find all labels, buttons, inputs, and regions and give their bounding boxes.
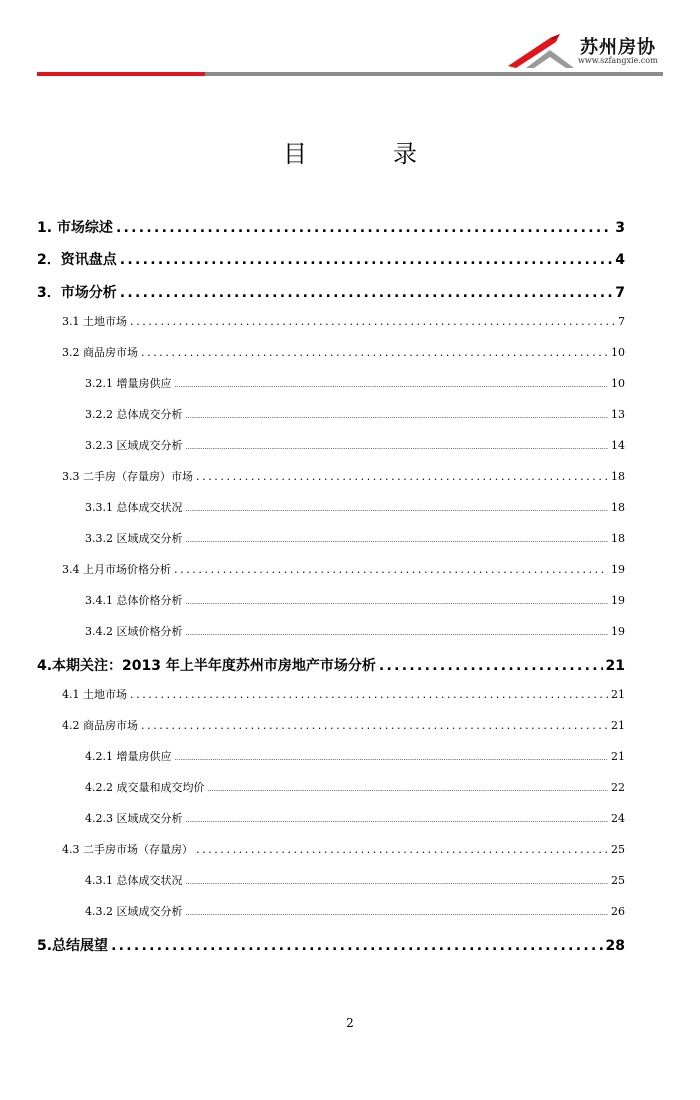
toc-entry-label: 4.3.1 总体成交状况	[85, 874, 183, 887]
toc-entry-label: 3．市场分析	[37, 285, 117, 301]
toc-entry-page: 21	[605, 658, 625, 674]
toc-entry-label: 4.2.2 成交量和成交均价	[85, 781, 205, 794]
toc-leader-dots	[186, 910, 609, 917]
toc-leader-dots	[186, 444, 609, 451]
toc-entry[interactable]	[37, 282, 625, 302]
toc-leader-dots	[120, 285, 613, 301]
toc-entry[interactable]	[62, 561, 625, 577]
toc-entry[interactable]	[37, 217, 625, 237]
toc-entry-label: 1. 市场综述	[37, 220, 113, 236]
toc-entry-page: 25	[611, 874, 625, 887]
toc-entry-page: 10	[611, 377, 625, 390]
toc-entry-page: 18	[611, 532, 625, 545]
toc-leader-dots	[186, 413, 609, 420]
toc-entry-label: 3.1 土地市场	[62, 315, 127, 328]
toc-entry-label: 5.总结展望	[37, 938, 109, 954]
toc-entry-page: 19	[611, 563, 625, 576]
toc-leader-dots	[379, 658, 603, 674]
toc-leader-dots	[186, 879, 609, 886]
toc-entry-label: 4.1 土地市场	[62, 688, 127, 701]
toc-entry-page: 22	[611, 781, 625, 794]
toc-leader-dots	[116, 220, 612, 236]
toc-entry-label: 3.3.1 总体成交状况	[85, 501, 183, 514]
toc-entry-label: 4.本期关注：2013 年上半年度苏州市房地产市场分析	[37, 658, 376, 674]
title-char-2: 录	[393, 140, 417, 168]
brand-logo	[504, 30, 674, 72]
toc-leader-dots	[174, 563, 608, 576]
brand-name: 苏州房协	[580, 37, 656, 58]
pen-logo-icon	[504, 30, 576, 72]
toc-entry[interactable]	[37, 655, 625, 675]
toc-entry[interactable]	[85, 872, 625, 888]
toc-entry[interactable]	[62, 686, 625, 702]
page-header	[0, 0, 700, 80]
brand-url: www.szfangxie.com	[578, 56, 658, 65]
toc-leader-dots	[141, 346, 608, 359]
toc-entry-page: 21	[611, 688, 625, 701]
toc-leader-dots	[186, 630, 609, 637]
toc-entry-label: 3.3 二手房（存量房）市场	[62, 470, 193, 483]
toc-leader-dots	[175, 755, 609, 762]
toc-leader-dots	[186, 817, 609, 824]
toc-entry-page: 7	[618, 315, 625, 328]
toc-entry-label: 3.2.2 总体成交分析	[85, 408, 183, 421]
toc-entry-page: 4	[615, 252, 625, 268]
toc-entry-label: 4.3 二手房市场（存量房）	[62, 843, 193, 856]
toc-entry[interactable]	[85, 623, 625, 639]
toc-entry-label: 3.2 商品房市场	[62, 346, 138, 359]
toc-entry[interactable]	[85, 499, 625, 515]
title-char-1: 目	[283, 140, 307, 168]
toc-entry-label: 3.4.2 区域价格分析	[85, 625, 183, 638]
toc-entry-label: 4.3.2 区域成交分析	[85, 905, 183, 918]
toc-leader-dots	[196, 843, 608, 856]
toc-leader-dots	[186, 537, 609, 544]
header-rule-red	[37, 72, 205, 76]
toc-entry-page: 18	[611, 470, 625, 483]
toc-entry[interactable]	[62, 313, 625, 329]
toc-leader-dots	[130, 315, 615, 328]
toc-entry[interactable]	[37, 249, 625, 269]
toc-leader-dots	[186, 599, 609, 606]
toc-entry-page: 19	[611, 594, 625, 607]
toc-entry[interactable]	[62, 468, 625, 484]
toc-leader-dots	[196, 470, 608, 483]
toc-entry-label: 3.2.1 增量房供应	[85, 377, 172, 390]
toc-entry-page: 14	[611, 439, 625, 452]
toc-entry[interactable]	[62, 717, 625, 733]
toc-leader-dots	[175, 382, 609, 389]
toc-entry[interactable]	[62, 344, 625, 360]
toc-entry-page: 24	[611, 812, 625, 825]
header-rule-gray	[205, 72, 663, 76]
toc-entry-page: 10	[611, 346, 625, 359]
toc-entry-label: 3.2.3 区域成交分析	[85, 439, 183, 452]
toc-entry-page: 18	[611, 501, 625, 514]
toc-leader-dots	[111, 938, 602, 954]
toc-entry-page: 19	[611, 625, 625, 638]
page-number: 2	[346, 1016, 354, 1030]
toc-entry[interactable]	[85, 779, 625, 795]
toc-leader-dots	[130, 688, 608, 701]
toc-entry-page: 13	[611, 408, 625, 421]
toc-entry-page: 21	[611, 750, 625, 763]
toc-entry[interactable]	[85, 437, 625, 453]
toc-entry[interactable]	[85, 530, 625, 546]
toc-entry-label: 3.4.1 总体价格分析	[85, 594, 183, 607]
toc-entry-page: 26	[611, 905, 625, 918]
toc-entry-label: 2．资讯盘点	[37, 252, 117, 268]
toc-entry-label: 3.4 上月市场价格分析	[62, 563, 171, 576]
toc-entry[interactable]	[85, 375, 625, 391]
toc-entry[interactable]	[85, 810, 625, 826]
toc-leader-dots	[120, 252, 613, 268]
toc-entry[interactable]	[85, 748, 625, 764]
toc-entry[interactable]	[85, 406, 625, 422]
toc-entry-page: 25	[611, 843, 625, 856]
page-title	[0, 134, 700, 169]
toc-leader-dots	[141, 719, 608, 732]
toc-entry[interactable]	[37, 935, 625, 955]
toc-entry[interactable]	[85, 592, 625, 608]
toc-entry-page: 7	[615, 285, 625, 301]
toc-entry-label: 4.2 商品房市场	[62, 719, 138, 732]
toc-leader-dots	[208, 786, 609, 793]
toc-entry-page: 28	[605, 938, 625, 954]
toc-entry-page: 3	[615, 220, 625, 236]
toc-entry-page: 21	[611, 719, 625, 732]
toc-entry-label: 3.3.2 区域成交分析	[85, 532, 183, 545]
toc-entry-label: 4.2.3 区域成交分析	[85, 812, 183, 825]
toc-entry-label: 4.2.1 增量房供应	[85, 750, 172, 763]
toc-entry[interactable]	[85, 903, 625, 919]
toc-entry[interactable]	[62, 841, 625, 857]
toc-leader-dots	[186, 506, 609, 513]
